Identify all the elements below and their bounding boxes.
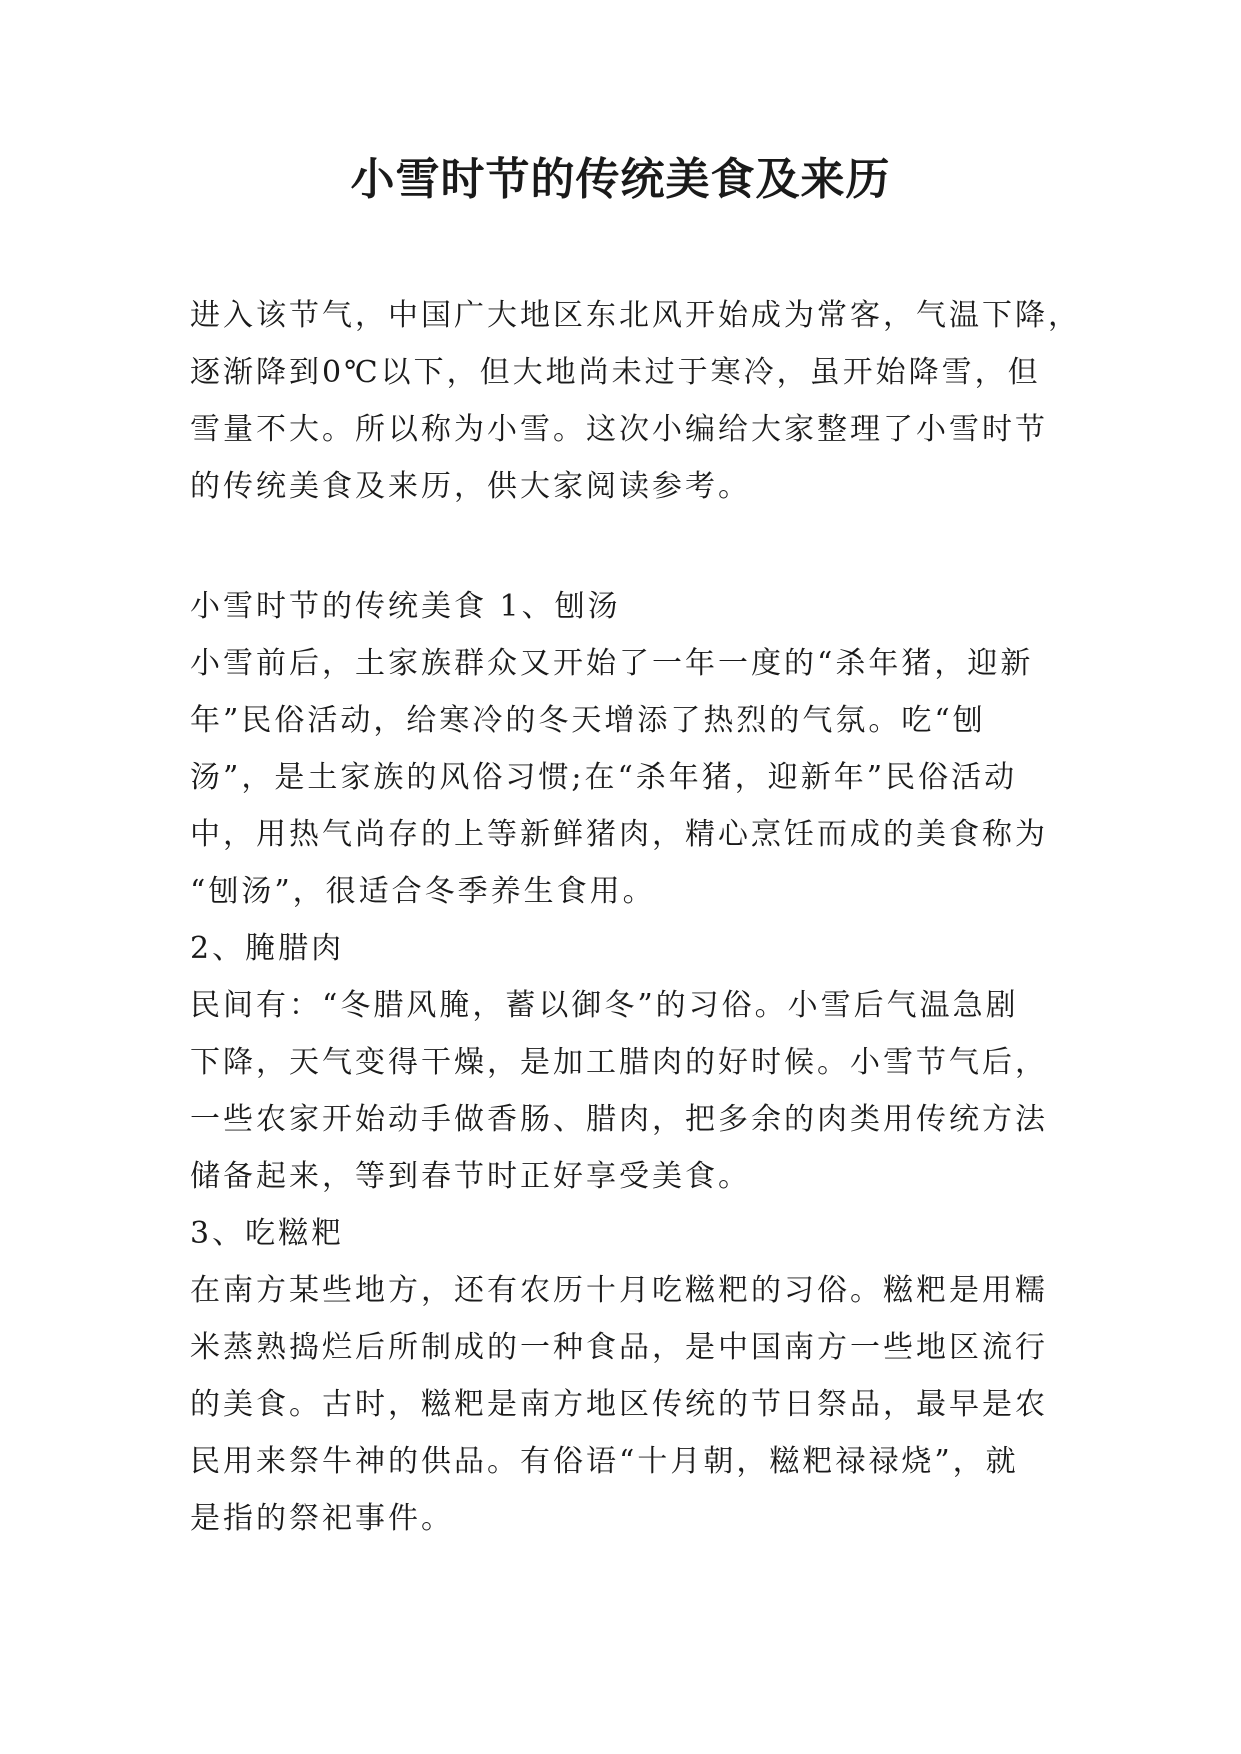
text-line: 下降，天气变得干燥，是加工腊肉的好时候。小雪节气后， <box>190 1045 1048 1080</box>
section-heading-2: 2、腌腊肉 <box>190 931 345 966</box>
text-line: “刨汤”，很适合冬季养生食用。 <box>190 874 656 909</box>
text-line: 雪量不大。所以称为小雪。这次小编给大家整理了小雪时节 <box>190 412 1048 447</box>
text-line: 的传统美食及来历，供大家阅读参考。 <box>190 469 751 504</box>
text-line: 小雪前后，土家族群众又开始了一年一度的“杀年猪，迎新 <box>190 646 1034 681</box>
text-line: 年”民俗活动，给寒冷的冬天增添了热烈的气氛。吃“刨 <box>190 703 986 738</box>
text-line: 汤”，是土家族的风俗习惯;在“杀年猪，迎新年”民俗活动 <box>190 760 1018 795</box>
text-line: 在南方某些地方，还有农历十月吃糍粑的习俗。糍粑是用糯 <box>190 1273 1048 1308</box>
text-line: 进入该节气，中国广大地区东北风开始成为常客，气温下降， <box>190 298 1081 333</box>
food-sections <box>190 578 1050 1547</box>
intro-paragraph <box>190 287 1081 515</box>
text-line: 一些农家开始动手做香肠、腊肉，把多余的肉类用传统方法 <box>190 1102 1048 1137</box>
section-heading-1: 小雪时节的传统美食 1、刨汤 <box>190 589 621 624</box>
document-title: 小雪时节的传统美食及来历 <box>350 154 891 205</box>
text-line: 储备起来，等到春节时正好享受美食。 <box>190 1159 751 1194</box>
text-line: 中，用热气尚存的上等新鲜猪肉，精心烹饪而成的美食称为 <box>190 817 1048 852</box>
text-line: 是指的祭祀事件。 <box>190 1501 454 1536</box>
text-line: 民间有：“冬腊风腌，蓄以御冬”的习俗。小雪后气温急剧 <box>190 988 1019 1023</box>
text-line: 逐渐降到0℃以下，但大地尚未过于寒冷，虽开始降雪，但 <box>190 355 1041 390</box>
text-line: 民用来祭牛神的供品。有俗语“十月朝，糍粑禄禄烧”，就 <box>190 1444 1019 1479</box>
section-heading-3: 3、吃糍粑 <box>190 1216 345 1251</box>
text-line: 的美食。古时，糍粑是南方地区传统的节日祭品，最早是农 <box>190 1387 1048 1422</box>
text-line: 米蒸熟捣烂后所制成的一种食品，是中国南方一些地区流行 <box>190 1330 1048 1365</box>
